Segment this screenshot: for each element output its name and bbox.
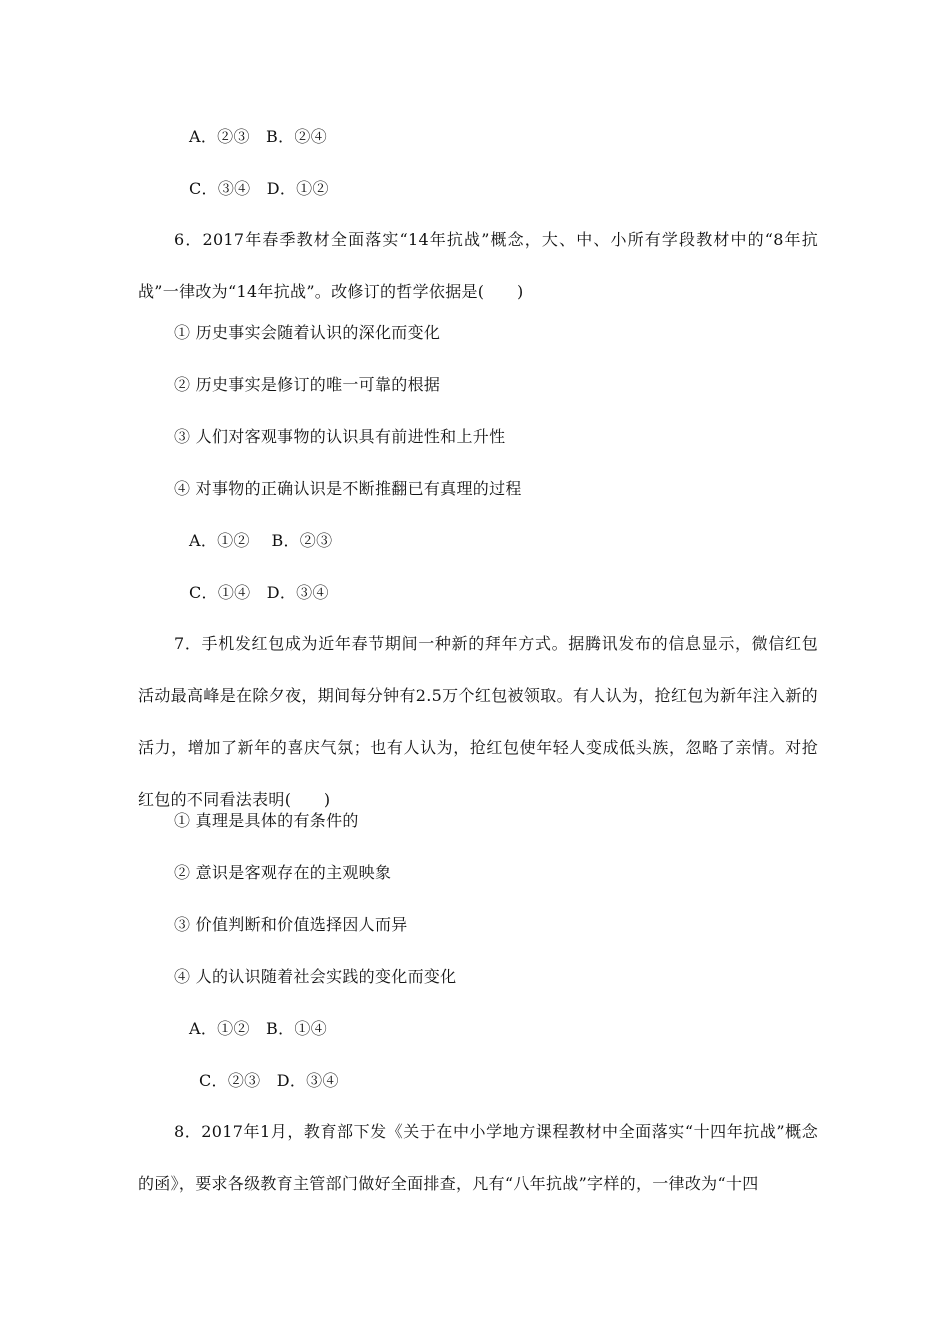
q6-options-ab: A．①② B．②③ bbox=[189, 531, 333, 550]
q7-item-4: ④ 人的认识随着社会实践的变化而变化 bbox=[174, 967, 457, 986]
q6-item-3: ③ 人们对客观事物的认识具有前进性和上升性 bbox=[174, 427, 506, 446]
q5-options-cd: C．③④ D．①② bbox=[189, 179, 329, 198]
q6-item-2: ② 历史事实是修订的唯一可靠的根据 bbox=[174, 375, 441, 394]
q7-options-ab: A．①② B．①④ bbox=[189, 1019, 328, 1038]
q7-item-2: ② 意识是客观存在的主观映象 bbox=[174, 863, 392, 882]
q7-item-1: ① 真理是具体的有条件的 bbox=[174, 811, 359, 830]
q6-options-cd: C．①④ D．③④ bbox=[189, 583, 329, 602]
q7-options-cd: C．②③ D．③④ bbox=[199, 1071, 339, 1090]
q8-stem: 8．2017年1月，教育部下发《关于在中小学地方课程教材中全面落实“十四年抗战”概念的函》，要求各级教育主管部门做好全面排查，凡有“八年抗战”字样的，一律改为“十四 bbox=[138, 1122, 818, 1193]
q6-item-1: ① 历史事实会随着认识的深化而变化 bbox=[174, 323, 441, 342]
q5-options-ab: A．②③ B．②④ bbox=[189, 127, 328, 146]
q7-stem: 7．手机发红包成为近年春节期间一种新的拜年方式。据腾讯发布的信息显示，微信红包活动最高峰是在除夕夜，期间每分钟有2.5万个红包被领取。有人认为，抢红包为新年注入新的活力，增加了新年的喜庆气氛；也有人认为，抢红包使年轻人变成低头族，忽略了亲情。对抢红包的不同看法表明( ) bbox=[138, 634, 818, 809]
q6-stem: 6．2017年春季教材全面落实“14年抗战”概念，大、中、小所有学段教材中的“8年抗战”一律改为“14年抗战”。改修订的哲学依据是( ) bbox=[138, 230, 818, 301]
q7-item-3: ③ 价值判断和价值选择因人而异 bbox=[174, 915, 408, 934]
q6-item-4: ④ 对事物的正确认识是不断推翻已有真理的过程 bbox=[174, 479, 522, 498]
